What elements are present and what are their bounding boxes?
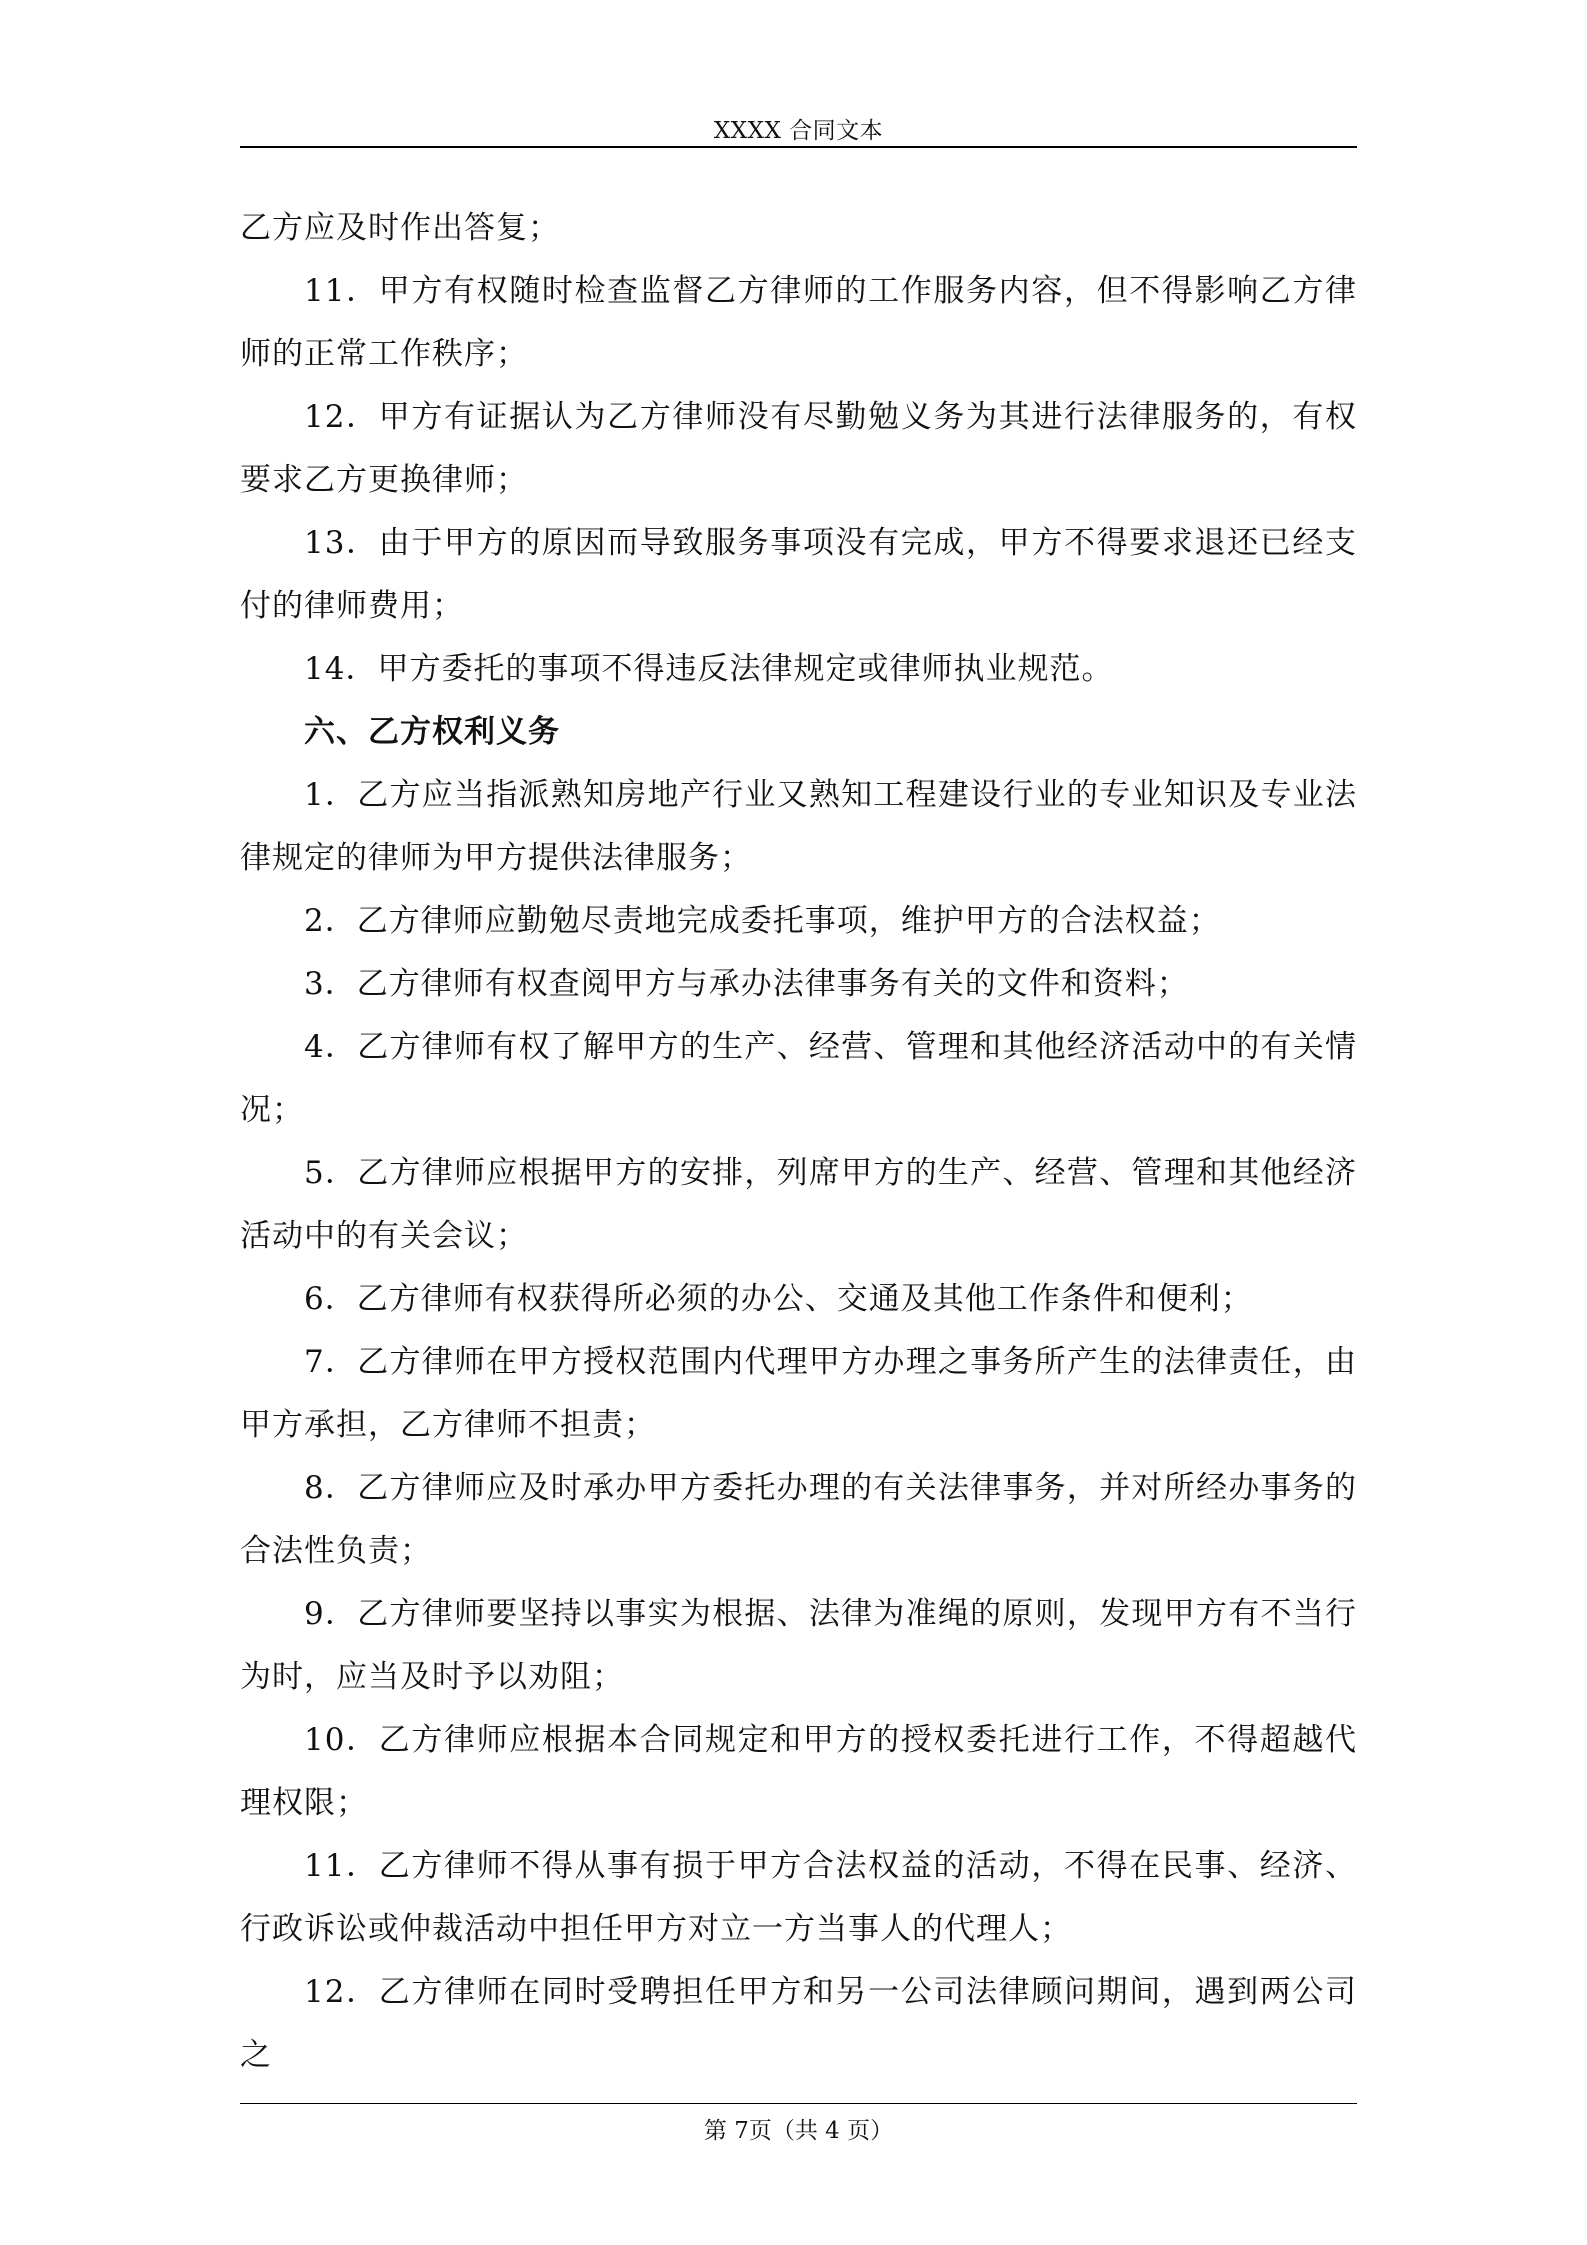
paragraph: 11．乙方律师不得从事有损于甲方合法权益的活动，不得在民事、经济、行政诉讼或仲裁活动中担任甲方对立一方当事人的代理人； (240, 1848, 1357, 1947)
section-heading: 六、乙方权利义务 (304, 714, 560, 750)
paragraph: 1．乙方应当指派熟知房地产行业又熟知工程建设行业的专业知识及专业法律规定的律师为甲方提供法律服务； (240, 777, 1357, 876)
paragraph: 10．乙方律师应根据本合同规定和甲方的授权委托进行工作，不得超越代理权限； (240, 1722, 1357, 1821)
paragraph: 乙方应及时作出答复； (240, 210, 560, 246)
paragraph: 7．乙方律师在甲方授权范围内代理甲方办理之事务所产生的法律责任，由甲方承担，乙方律师不担责； (240, 1344, 1357, 1443)
paragraph: 12．乙方律师在同时受聘担任甲方和另一公司法律顾问期间，遇到两公司之 (240, 1974, 1357, 2073)
page-header-title: XXXX 合同文本 (713, 118, 884, 144)
page-number: 第 7页（共 4 页） (703, 2118, 894, 2144)
paragraph: 8．乙方律师应及时承办甲方委托办理的有关法律事务，并对所经办事务的合法性负责； (240, 1470, 1357, 1569)
paragraph: 5．乙方律师应根据甲方的安排，列席甲方的生产、经营、管理和其他经济活动中的有关会议； (240, 1155, 1357, 1254)
paragraph: 3．乙方律师有权查阅甲方与承办法律事务有关的文件和资料； (304, 966, 1189, 1002)
header-divider (240, 146, 1357, 148)
paragraph: 2．乙方律师应勤勉尽责地完成委托事项，维护甲方的合法权益； (304, 903, 1221, 939)
paragraph: 4．乙方律师有权了解甲方的生产、经营、管理和其他经济活动中的有关情况； (240, 1029, 1357, 1128)
paragraph: 12．甲方有证据认为乙方律师没有尽勤勉义务为其进行法律服务的，有权要求乙方更换律师； (240, 399, 1357, 498)
document-body (240, 197, 1357, 2087)
paragraph: 13．由于甲方的原因而导致服务事项没有完成，甲方不得要求退还已经支付的律师费用； (240, 525, 1357, 624)
paragraph: 11．甲方有权随时检查监督乙方律师的工作服务内容，但不得影响乙方律师的正常工作秩序； (240, 273, 1357, 372)
paragraph: 14．甲方委托的事项不得违反法律规定或律师执业规范。 (304, 651, 1114, 687)
paragraph: 9．乙方律师要坚持以事实为根据、法律为准绳的原则，发现甲方有不当行为时，应当及时予以劝阻； (240, 1596, 1357, 1695)
footer-divider (240, 2103, 1357, 2104)
paragraph: 6．乙方律师有权获得所必须的办公、交通及其他工作条件和便利； (304, 1281, 1253, 1317)
